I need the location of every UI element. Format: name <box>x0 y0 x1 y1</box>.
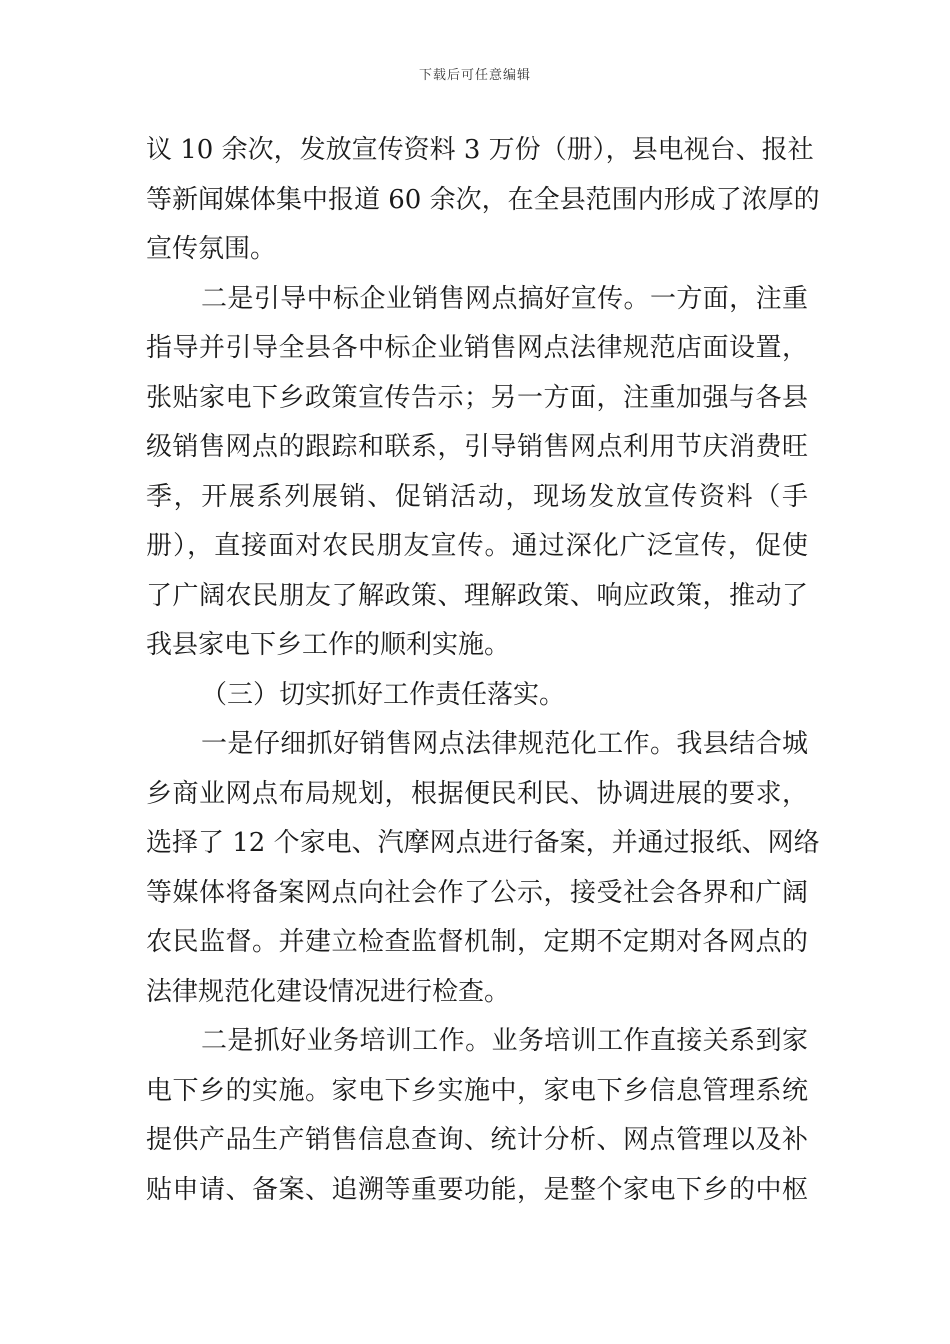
document-body <box>146 126 820 1215</box>
text-line: 级销售网点的跟踪和联系，引导销售网点利用节庆消费旺 <box>146 432 808 462</box>
page-header-note: 下载后可任意编辑 <box>418 68 531 83</box>
text-line: 册），直接面对农民朋友宣传。通过深化广泛宣传，促使 <box>146 531 808 561</box>
text-line: 提供产品生产销售信息查询、统计分析、网点管理以及补 <box>146 1125 808 1155</box>
section-heading: （三）切实抓好工作责任落实。 <box>201 679 566 710</box>
text-line: 法律规范化建设情况进行检查。 <box>146 976 511 1007</box>
text-line: 了广阔农民朋友了解政策、理解政策、响应政策，推动了 <box>146 580 808 611</box>
text-line: 季，开展系列展销、促销活动，现场发放宣传资料（手 <box>146 481 808 512</box>
text-line: 张贴家电下乡政策宣传告示；另一方面，注重加强与各县 <box>146 382 808 413</box>
text-line: 二是抓好业务培训工作。业务培训工作直接关系到家 <box>201 1026 808 1056</box>
text-line: 等新闻媒体集中报道 60 余次，在全县范围内形成了浓厚的 <box>146 184 820 215</box>
text-line: 电下乡的实施。家电下乡实施中，家电下乡信息管理系统 <box>146 1075 808 1106</box>
text-line: 选择了 12 个家电、汽摩网点进行备案，并通过报纸、网络 <box>146 828 820 858</box>
text-line: 一是仔细抓好销售网点法律规范化工作。我县结合城 <box>201 729 808 759</box>
text-line: 宣传氛围。 <box>146 234 277 264</box>
text-line: 我县家电下乡工作的顺利实施。 <box>146 630 511 660</box>
text-line: 农民监督。并建立检查监督机制，定期不定期对各网点的 <box>146 927 808 957</box>
text-line: 贴申请、备案、追溯等重要功能，是整个家电下乡的中枢 <box>146 1174 808 1205</box>
text-line: 乡商业网点布局规划，根据便民利民、协调进展的要求， <box>146 778 808 809</box>
text-line: 等媒体将备案网点向社会作了公示，接受社会各界和广阔 <box>146 877 808 908</box>
text-line: 指导并引导全县各中标企业销售网点法律规范店面设置， <box>146 333 808 363</box>
text-line: 议 10 余次，发放宣传资料 3 万份（册），县电视台、报社 <box>146 135 814 165</box>
text-line: 二是引导中标企业销售网点搞好宣传。一方面，注重 <box>201 283 808 314</box>
